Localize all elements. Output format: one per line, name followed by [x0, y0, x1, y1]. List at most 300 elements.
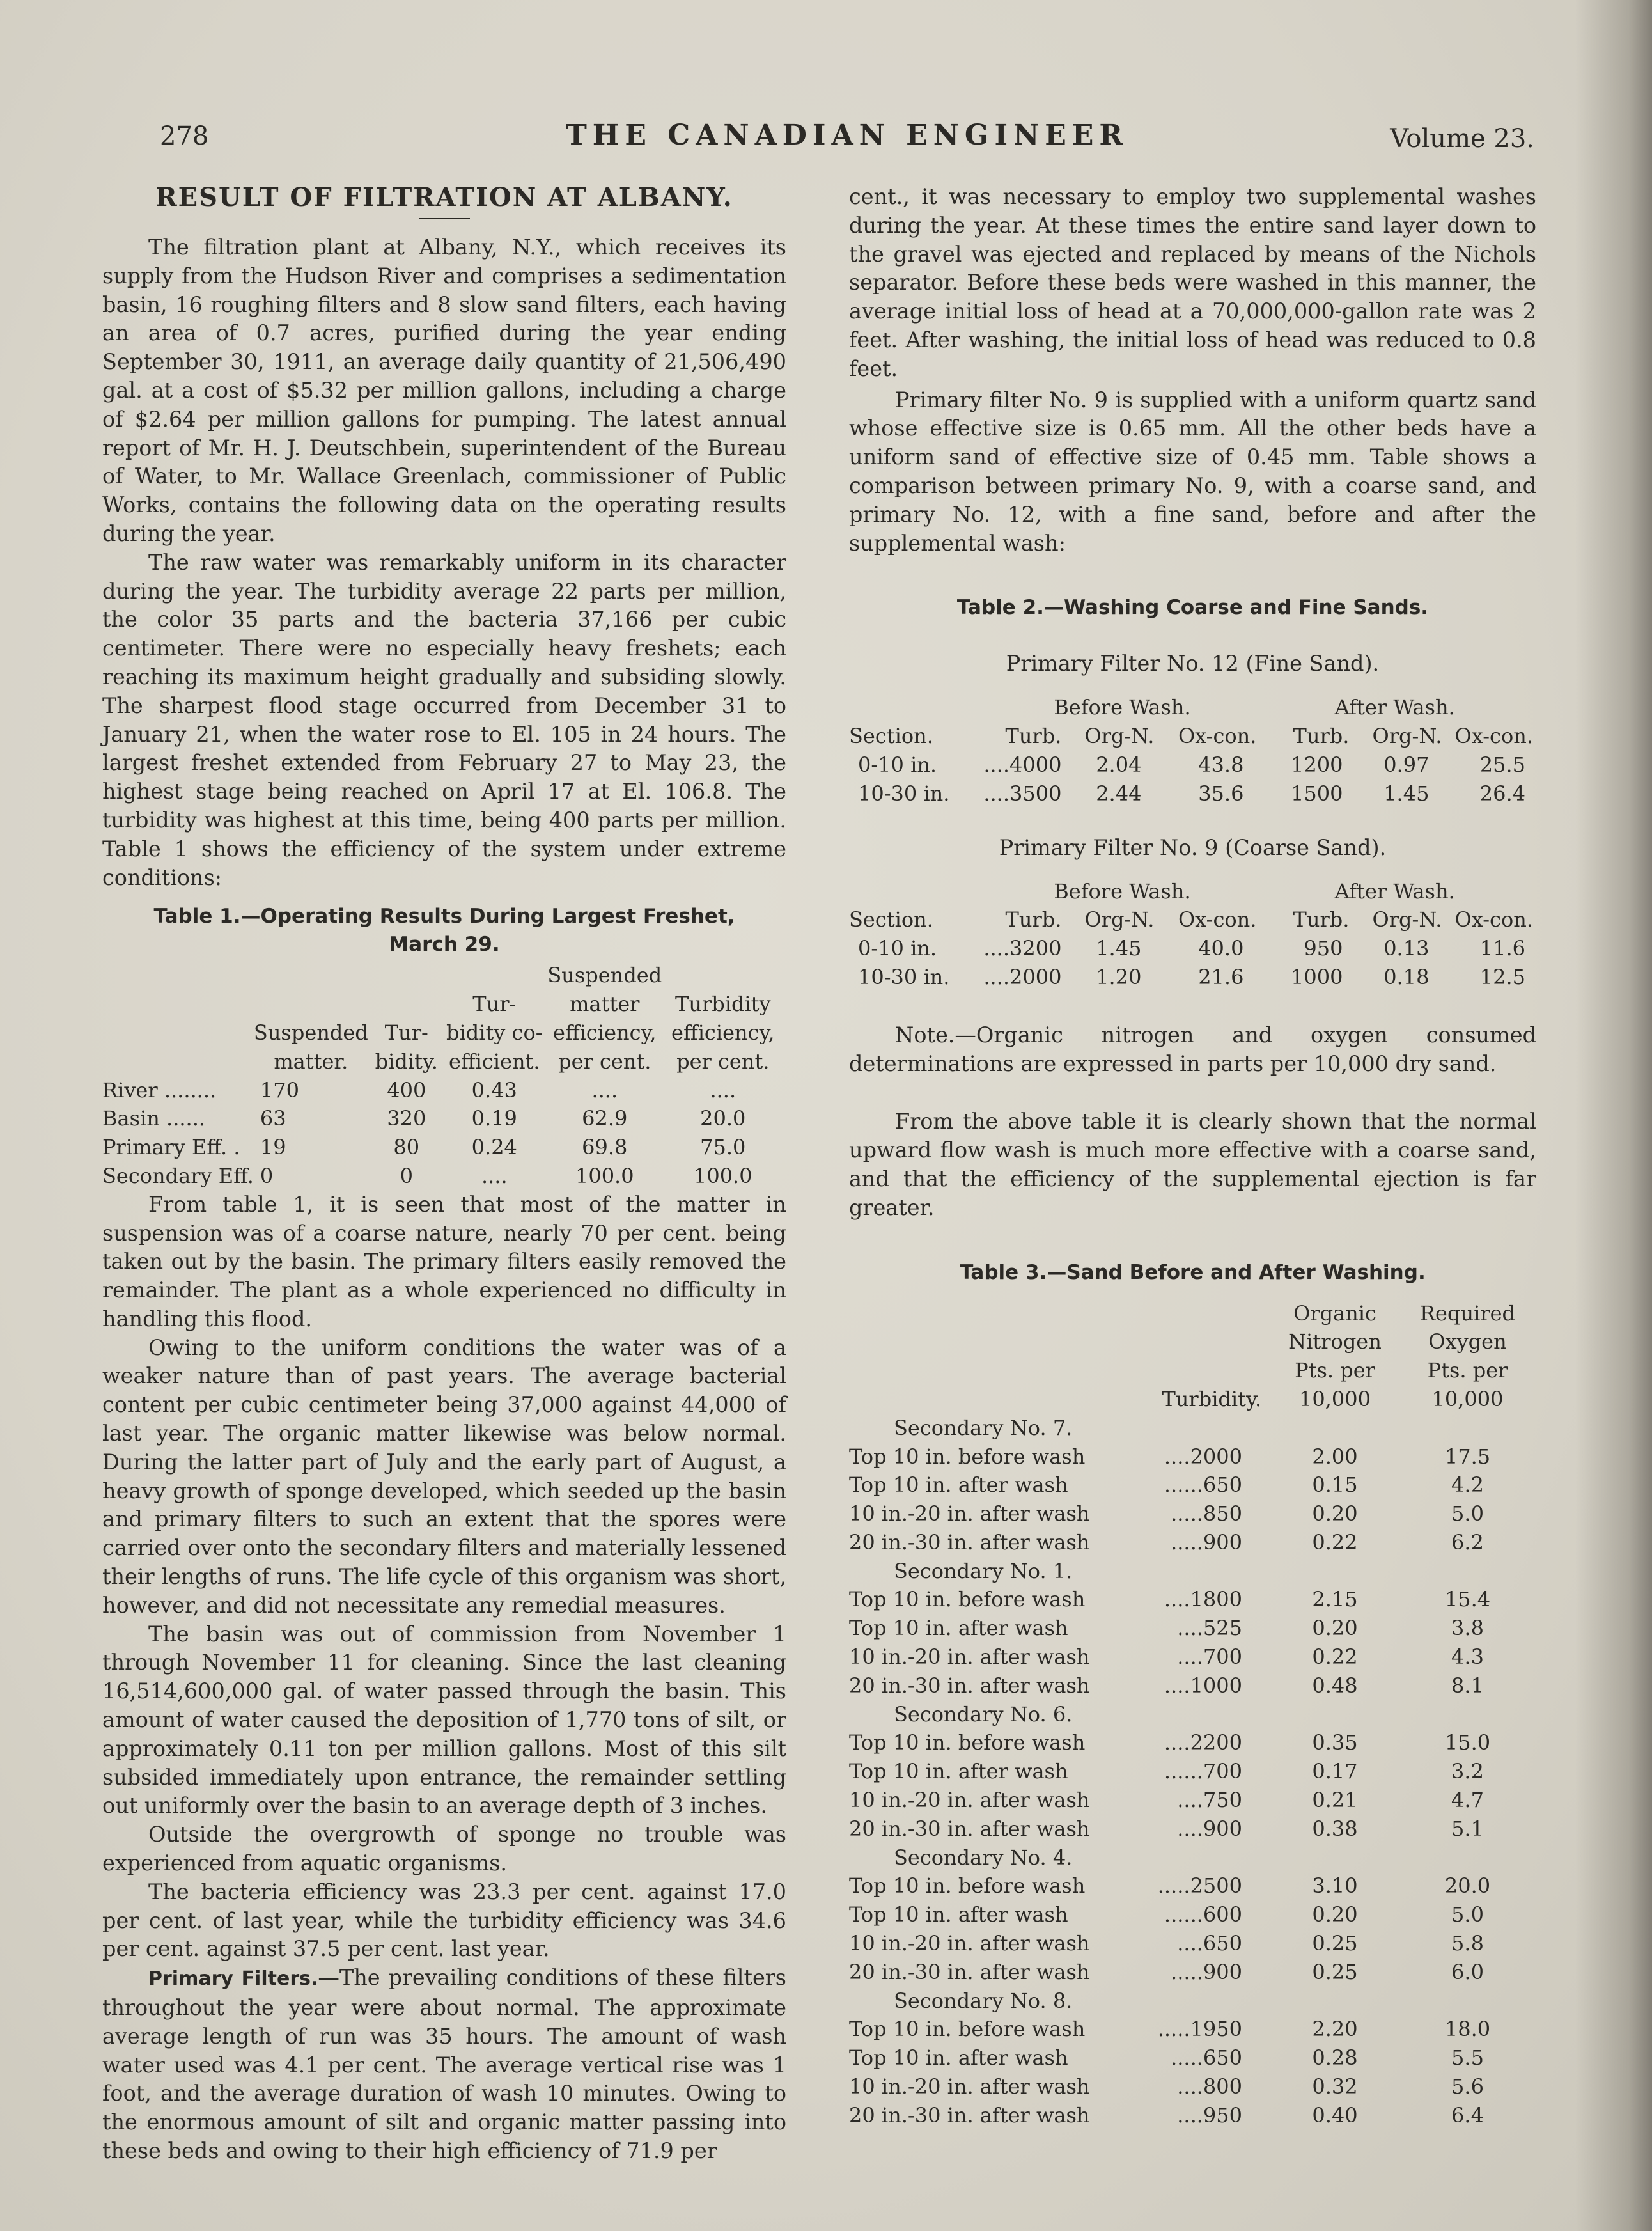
t3-row-label: Top 10 in. after wash [849, 1616, 1068, 1641]
t3-row-label: Top 10 in. before wash [849, 1587, 1086, 1612]
table-row [849, 1585, 1533, 1614]
t3-cell-oxy: 5.6 [1451, 2074, 1484, 2099]
t3-cell-turb [1124, 1728, 1268, 1757]
t3-cell-oxy: 3.8 [1451, 1616, 1484, 1641]
t3-leader-dots: .... [1164, 1587, 1190, 1612]
table3-grid [849, 1299, 1533, 2130]
t3-cell-oxy: 17.5 [1444, 1444, 1491, 1469]
paragraph: The basin was out of commission from November 1 through November 11 for cleaning. Since the last cleaning 16,514,600,000 gal. of water passed through the basin. This amount of water caused the deposition of 1,770 tons of silt, or approximately 0.11 ton per million gallons. Most of this silt subsided immediately upon entrance, the remainder settling out uniformly over the basin to an average depth of 3 inches. [102, 1621, 786, 1819]
t2-before-turb-value: 3500 [1009, 781, 1062, 806]
t3-turb-value: 900 [1203, 1816, 1242, 1841]
t3-row-label: 10 in.-20 in. after wash [849, 1931, 1090, 1956]
t2-leader-dots: .... [983, 964, 1009, 989]
table-row [849, 2101, 1533, 2130]
t3-row-label: 20 in.-30 in. after wash [849, 2102, 1090, 2127]
paragraph: The bacteria efficiency was 23.3 per cent. against 17.0 per cent. of last year, while the turbidity efficiency was 34.6 per cent. against 37.5 per cent. last year. [102, 1879, 786, 1962]
t3-cell-oxy: 18.0 [1444, 2017, 1491, 2042]
t1-cell-turb: 320 [387, 1106, 426, 1131]
paragraph: Outside the overgrowth of sponge no trouble was experienced from aquatic organisms. [102, 1822, 786, 1876]
t1-cell-turb: 0 [400, 1163, 413, 1188]
t3-cell-orgn: 2.00 [1312, 1444, 1358, 1469]
t3-cell-turb [1124, 1643, 1268, 1671]
t1-hdr: Turbidity [674, 992, 771, 1017]
t1-hdr: efficiency, [553, 1020, 657, 1045]
t3-cell-oxy: 6.2 [1451, 1530, 1484, 1554]
t3-cell-turb [1124, 1757, 1268, 1786]
t3-cell-turb [1124, 1614, 1268, 1643]
t1-hdr: bidity co- [446, 1020, 543, 1045]
table-row [849, 1958, 1533, 1987]
table3-group-row [849, 1844, 1533, 1872]
t3-row-label: Top 10 in. after wash [849, 2046, 1068, 2071]
t3-cell-turb [1124, 1900, 1268, 1929]
t3-leader-dots: .... [1177, 1816, 1203, 1841]
t1-cell-turb-eff: 75.0 [700, 1135, 746, 1160]
t3-cell-orgn: 0.32 [1312, 2074, 1358, 2099]
t3-leader-dots: ..... [1171, 2046, 1203, 2071]
t3-leader-dots: ..... [1171, 1501, 1203, 1526]
page-number: 278 [160, 121, 209, 151]
t2-before-turb-value: 4000 [1009, 752, 1062, 777]
table1-title-date: March 29. [389, 933, 500, 957]
t2-cell-before-ox: 35.6 [1198, 781, 1244, 806]
t1-cell-coeff: 0.24 [471, 1135, 517, 1160]
t3-cell-turb [1124, 1671, 1268, 1700]
t1-row-label: Secondary Eff. [102, 1163, 254, 1188]
t2-hdr-after: After Wash. [1334, 879, 1455, 904]
table3-group-row [849, 1700, 1533, 1729]
t2-hdr-turb: Turb. [1005, 724, 1062, 749]
t3-cell-orgn: 0.20 [1312, 1501, 1358, 1526]
t3-row-label: 20 in.-30 in. after wash [849, 1530, 1090, 1554]
journal-title: THE CANADIAN ENGINEER [566, 119, 1128, 152]
t3-cell-turb [1124, 1958, 1268, 1987]
table-row [102, 1133, 786, 1162]
table-row [849, 751, 1533, 779]
t3-turb-value: 1950 [1190, 2017, 1242, 2042]
t2-cell-before-ox: 43.8 [1198, 752, 1244, 777]
page-edge-shadow [1575, 0, 1652, 2231]
t3-cell-orgn: 0.35 [1312, 1730, 1358, 1755]
t3-cell-orgn: 2.20 [1312, 2017, 1358, 2042]
t3-cell-turb [1124, 1471, 1268, 1499]
t3-leader-dots: .... [1164, 1444, 1190, 1469]
t3-row-label: Top 10 in. after wash [849, 1473, 1068, 1498]
t1-cell-coeff: .... [481, 1163, 508, 1188]
title-rule [419, 218, 470, 219]
t3-row-label: 10 in.-20 in. after wash [849, 1645, 1090, 1670]
t3-cell-oxy: 5.8 [1451, 1931, 1484, 1956]
table-row [849, 1528, 1533, 1557]
t3-hdr: Pts. per [1295, 1358, 1375, 1383]
t2-hdr-orgn: Org-N. [1372, 907, 1442, 932]
t1-cell-susp: 170 [260, 1077, 299, 1102]
t3-hdr: Pts. per [1427, 1358, 1508, 1383]
table-row [849, 1872, 1533, 1900]
t2-cell-after-ox: 11.6 [1479, 936, 1525, 961]
t3-cell-orgn: 0.20 [1312, 1616, 1358, 1641]
t2-cell-after-orgn: 0.97 [1383, 752, 1430, 777]
table-row [849, 1929, 1533, 1958]
t3-cell-turb [1124, 1585, 1268, 1614]
t3-turb-value: 650 [1203, 1473, 1242, 1498]
table-row [849, 1728, 1533, 1757]
paragraph: Primary filter No. 9 is supplied with a uniform quartz sand whose effective size is 0.65 mm. All the other beds have a uniform sand of effective size of 0.45 mm. Table shows a comparison between primary No. 9, with a coarse sand, and primary No. 12, with a fine sand, before and after the supplemental wash: [849, 387, 1536, 556]
left-column [102, 173, 786, 2166]
t3-cell-oxy: 8.1 [1451, 1673, 1484, 1698]
t1-cell-susp: 19 [260, 1135, 286, 1160]
t3-cell-oxy: 5.0 [1451, 1902, 1484, 1927]
t3-turb-value: 650 [1203, 2046, 1242, 2071]
paragraph: From table 1, it is seen that most of the matter in suspension was of a coarse nature, nearly 70 per cent. being taken out by the basin. The primary filters easily removed the remainder. The plant as a whole experienced no difficulty in handling this flood. [102, 1191, 786, 1331]
t1-hdr: Tur- [472, 992, 517, 1017]
t3-cell-oxy: 6.4 [1451, 2102, 1484, 2127]
t2-row-section: 0-10 in. [858, 752, 937, 777]
t2-hdr-before: Before Wash. [1054, 695, 1191, 720]
t2-hdr-orgn: Org-N. [1084, 724, 1155, 749]
t2-leader-dots: .... [983, 936, 1009, 961]
t3-hdr: Organic [1293, 1301, 1376, 1326]
t1-spacer [781, 1104, 786, 1133]
t3-cell-orgn: 0.20 [1312, 1902, 1358, 1927]
table-row [849, 1499, 1533, 1528]
t2-hdr-turb: Turb. [1293, 724, 1350, 749]
table2-subtitle: Primary Filter No. 12 (Fine Sand). [1006, 651, 1380, 677]
t3-turb-value: 650 [1203, 1931, 1242, 1956]
t1-cell-susp: 63 [260, 1106, 286, 1131]
t3-leader-dots: .... [1164, 1730, 1190, 1755]
t3-row-label: Top 10 in. before wash [849, 1730, 1086, 1755]
t3-cell-turb [1124, 2015, 1268, 2044]
t3-turb-value: 525 [1203, 1616, 1242, 1641]
t2-cell-before-turb [949, 751, 1061, 779]
right-column [849, 173, 1536, 2130]
t3-turb-value: 2000 [1190, 1444, 1242, 1469]
t2-hdr-oxcon: Ox-con. [1178, 907, 1257, 932]
t2-hdr-oxcon: Ox-con. [1454, 724, 1533, 749]
table-row [849, 1443, 1533, 1471]
t3-hdr: 10,000 [1299, 1386, 1371, 1411]
t3-turb-value: 750 [1203, 1788, 1242, 1813]
t3-group-name: Secondary No. 4. [894, 1845, 1073, 1870]
t2-cell-before-turb [949, 934, 1061, 963]
t3-leader-dots: .... [1177, 1645, 1203, 1670]
t1-cell-turb: 400 [387, 1077, 426, 1102]
t3-leader-dots: ...... [1164, 1473, 1203, 1498]
t1-hdr: Suspended [547, 963, 662, 988]
t3-leader-dots: .... [1177, 2074, 1203, 2099]
t1-cell-susp-eff: 69.8 [582, 1135, 628, 1160]
t2-hdr-orgn: Org-N. [1084, 907, 1155, 932]
t3-row-label: 10 in.-20 in. after wash [849, 1788, 1090, 1813]
table3-title: Table 3.—Sand Before and After Washing. [960, 1260, 1426, 1284]
t3-turb-value: 2200 [1190, 1730, 1242, 1755]
table-row [102, 1104, 786, 1133]
t3-leader-dots: .... [1177, 1931, 1203, 1956]
table1-title: Table 1.—Operating Results During Largest Freshet, [153, 905, 735, 928]
t3-cell-orgn: 0.25 [1312, 1959, 1358, 1984]
t3-cell-oxy: 5.1 [1451, 1816, 1484, 1841]
t3-cell-orgn: 0.28 [1312, 2046, 1358, 2071]
table-row [849, 2044, 1533, 2072]
t3-row-label: 10 in.-20 in. after wash [849, 2074, 1090, 2099]
t1-row-label: River ........ [102, 1077, 217, 1102]
t1-spacer [781, 1076, 786, 1105]
table-row [849, 779, 1533, 808]
t2-cell-after-orgn: 1.45 [1383, 781, 1430, 806]
t2-hdr-section: Section. [849, 907, 933, 932]
t3-leader-dots: ..... [1157, 1874, 1190, 1898]
t3-cell-oxy: 3.2 [1451, 1759, 1484, 1784]
paragraph: cent., it was necessary to employ two supplemental washes during the year. At these times the entire sand layer down to the gravel was ejected and replaced by means of the Nichols separator. Before these beds were washed in this manner, the average initial loss of head at a 70,000,000-gallon rate was 2 feet. After washing, the initial loss of head was reduced to 0.8 feet. [849, 184, 1536, 381]
t3-cell-orgn: 0.48 [1312, 1673, 1358, 1698]
t3-turb-value: 900 [1203, 1959, 1242, 1984]
t3-cell-oxy: 15.4 [1444, 1587, 1491, 1612]
table3 [849, 1258, 1536, 2130]
t2-before-turb-value: 2000 [1009, 964, 1062, 989]
t3-cell-oxy: 20.0 [1444, 1874, 1491, 1898]
table2-title: Table 2.—Washing Coarse and Fine Sands. [956, 596, 1429, 620]
t1-cell-coeff: 0.19 [471, 1106, 517, 1131]
t1-hdr: per cent. [558, 1049, 651, 1074]
table-row [102, 1162, 786, 1191]
t3-group-name: Secondary No. 6. [894, 1702, 1073, 1726]
t3-cell-turb [1124, 2044, 1268, 2072]
t3-turb-value: 950 [1203, 2102, 1242, 2127]
t1-hdr: Suspended [253, 1020, 368, 1045]
t2-cell-after-turb: 1200 [1291, 752, 1343, 777]
t3-cell-oxy: 6.0 [1451, 1959, 1484, 1984]
t3-hdr: Required [1419, 1301, 1516, 1326]
t3-turb-value: 900 [1203, 1530, 1242, 1554]
t3-row-label: 20 in.-30 in. after wash [849, 1816, 1090, 1841]
table2-note: Note.—Organic nitrogen and oxygen consumed determinations are expressed in parts per 10,000 dry sand. [849, 1022, 1536, 1076]
table2-grid [849, 693, 1533, 808]
table2-subtitle: Primary Filter No. 9 (Coarse Sand). [999, 834, 1387, 860]
t2-cell-after-ox: 12.5 [1479, 964, 1525, 989]
t2-hdr-orgn: Org-N. [1372, 724, 1442, 749]
t1-cell-susp-eff: 100.0 [575, 1163, 634, 1188]
t2-hdr-section: Section. [849, 724, 933, 749]
table-row [849, 1757, 1533, 1786]
table3-group-row [849, 1414, 1533, 1443]
article-title: RESULT OF FILTRATION AT ALBANY. [155, 182, 733, 212]
t3-leader-dots: .... [1177, 1788, 1203, 1813]
table-row [849, 1614, 1533, 1643]
t3-cell-turb [1124, 2072, 1268, 2101]
t2-before-turb-value: 3200 [1009, 936, 1062, 961]
t2-row-section: 10-30 in. [858, 781, 950, 806]
t1-hdr: Tur- [384, 1020, 428, 1045]
table-row [849, 1900, 1533, 1929]
table3-group-row [849, 1987, 1533, 2016]
t3-turb-value: 2500 [1190, 1874, 1242, 1898]
t3-cell-orgn: 0.21 [1312, 1788, 1358, 1813]
t2-cell-after-turb: 1000 [1291, 964, 1343, 989]
t2-cell-after-ox: 26.4 [1479, 781, 1525, 806]
t3-cell-orgn: 0.40 [1312, 2102, 1358, 2127]
t2-cell-before-orgn: 1.45 [1096, 936, 1142, 961]
t3-row-label: Top 10 in. after wash [849, 1759, 1068, 1784]
t3-row-label: 20 in.-30 in. after wash [849, 1673, 1090, 1698]
t3-cell-orgn: 3.10 [1312, 1874, 1358, 1898]
t3-cell-turb [1124, 1872, 1268, 1900]
t3-cell-turb [1124, 1815, 1268, 1844]
t2-cell-after-ox: 25.5 [1479, 752, 1525, 777]
table2-grid [849, 877, 1533, 992]
t1-row-label: Basin ...... [102, 1106, 206, 1131]
table-row [849, 963, 1533, 992]
t3-cell-orgn: 2.15 [1312, 1587, 1358, 1612]
t1-cell-turb-eff: 100.0 [693, 1163, 752, 1188]
t3-cell-orgn: 0.25 [1312, 1931, 1358, 1956]
paragraph: From the above table it is clearly shown that the normal upward flow wash is much more effective with a coarse sand, and that the efficiency of the supplemental ejection is far greater. [849, 1109, 1536, 1220]
table2 [849, 593, 1536, 991]
paragraph-primary-filters [102, 1964, 786, 2166]
t3-turb-value: 700 [1203, 1645, 1242, 1670]
t1-hdr: efficient. [448, 1049, 540, 1074]
t2-cell-after-orgn: 0.18 [1383, 964, 1430, 989]
table-row [849, 1643, 1533, 1671]
t1-hdr: matter [570, 992, 640, 1017]
t2-hdr-oxcon: Ox-con. [1454, 907, 1533, 932]
t3-turb-value: 700 [1203, 1759, 1242, 1784]
t3-cell-turb [1124, 2101, 1268, 2130]
t3-leader-dots: ..... [1171, 1959, 1203, 1984]
t3-cell-oxy: 5.0 [1451, 1501, 1484, 1526]
t3-cell-turb [1124, 1528, 1268, 1557]
table-row [849, 1815, 1533, 1844]
t2-cell-before-ox: 40.0 [1198, 936, 1244, 961]
t1-cell-turb-eff: .... [710, 1077, 736, 1102]
t3-turb-value: 850 [1203, 1501, 1242, 1526]
t1-hdr: efficiency, [671, 1020, 775, 1045]
t3-turb-value: 800 [1203, 2074, 1242, 2099]
t3-cell-turb [1124, 1443, 1268, 1471]
t3-row-label: Top 10 in. before wash [849, 1444, 1086, 1469]
t3-cell-turb [1124, 1499, 1268, 1528]
t1-cell-coeff: 0.43 [471, 1077, 517, 1102]
table1-grid [102, 961, 786, 1190]
t3-cell-orgn: 0.15 [1312, 1473, 1358, 1498]
t3-group-name: Secondary No. 1. [894, 1558, 1073, 1583]
t1-cell-turb: 80 [393, 1135, 420, 1160]
t3-turb-value: 600 [1203, 1902, 1242, 1927]
t3-leader-dots: .... [1177, 2102, 1203, 2127]
t3-cell-orgn: 0.17 [1312, 1759, 1358, 1784]
t3-cell-oxy: 4.2 [1451, 1473, 1484, 1498]
t3-cell-orgn: 0.22 [1312, 1530, 1358, 1554]
t1-spacer [781, 1133, 786, 1162]
t1-row-label: Primary Eff. . [102, 1135, 240, 1160]
table-row [849, 1471, 1533, 1499]
table1 [102, 902, 786, 1190]
t3-hdr: Oxygen [1428, 1329, 1507, 1354]
t2-hdr-after: After Wash. [1334, 695, 1455, 720]
t2-cell-before-turb [949, 963, 1061, 992]
t2-row-section: 0-10 in. [858, 936, 937, 961]
t3-hdr: Nitrogen [1288, 1329, 1382, 1354]
t3-row-label: Top 10 in. after wash [849, 1902, 1068, 1927]
t3-turb-value: 1800 [1190, 1587, 1242, 1612]
t3-hdr: Turbidity. [1162, 1386, 1261, 1411]
t2-spacer [849, 877, 949, 906]
t1-cell-susp: 0 [260, 1163, 274, 1188]
t1-hdr: bidity. [375, 1049, 438, 1074]
t1-cell-turb-eff: 20.0 [700, 1106, 746, 1131]
primary-filters-heading: Primary Filters. [148, 1968, 318, 1991]
t2-hdr-turb: Turb. [1293, 907, 1350, 932]
t3-cell-turb [1124, 1929, 1268, 1958]
table-row [849, 1671, 1533, 1700]
paragraph: The filtration plant at Albany, N.Y., which receives its supply from the Hudson River and comprises a sedimentation basin, 16 roughing filters and 8 slow sand filters, each having an area of 0.7 acres, purified during the year ending September 30, 1911, an average daily quantity of 21,506,490 gal. at a cost of $5.32 per million gallons, including a charge of $2.64 per million gallons for pumping. The latest annual report of Mr. H. J. Deutschbein, superintendent of the Bureau of Water, to Mr. Wallace Greenlach, commissioner of Public Works, contains the following data on the operating results during the year. [102, 235, 786, 546]
t1-hdr: per cent. [676, 1049, 770, 1074]
t3-leader-dots: .... [1177, 1616, 1203, 1641]
t3-row-label: Top 10 in. before wash [849, 1874, 1086, 1898]
t2-leader-dots: .... [983, 752, 1009, 777]
t3-cell-oxy: 4.3 [1451, 1645, 1484, 1670]
t2-hdr-turb: Turb. [1005, 907, 1062, 932]
t3-cell-oxy: 5.5 [1451, 2046, 1484, 2071]
t2-leader-dots: .... [983, 781, 1009, 806]
t2-spacer [849, 693, 949, 722]
t2-cell-before-orgn: 2.44 [1096, 781, 1142, 806]
t2-row-section: 10-30 in. [858, 964, 950, 989]
t3-leader-dots: .... [1164, 1673, 1190, 1698]
t2-cell-before-turb [949, 779, 1061, 808]
table-row [849, 934, 1533, 963]
t3-leader-dots: ..... [1171, 1530, 1203, 1554]
t3-turb-value: 1000 [1190, 1673, 1242, 1698]
t2-cell-before-orgn: 2.04 [1096, 752, 1142, 777]
table-row [102, 1076, 786, 1105]
t3-leader-dots: ...... [1164, 1759, 1203, 1784]
t3-row-label: Top 10 in. before wash [849, 2017, 1086, 2042]
t2-cell-before-ox: 21.6 [1198, 964, 1244, 989]
t1-cell-susp-eff: .... [591, 1077, 618, 1102]
table-row [849, 1786, 1533, 1815]
t3-row-label: 10 in.-20 in. after wash [849, 1501, 1090, 1526]
table-row [849, 2072, 1533, 2101]
t2-hdr-oxcon: Ox-con. [1178, 724, 1257, 749]
paragraph: Owing to the uniform conditions the water was of a weaker nature than of past years. The average bacterial content per cubic centimeter being 37,000 against 44,000 of last year. The organic matter likewise was below normal. During the latter part of July and the early part of August, a heavy growth of sponge developed, which seeded up the basin and primary filters to such an extent that the spores were carried over onto the secondary filters and materially lessened their lengths of runs. The life cycle of this organism was short, however, and did not necessitate any remedial measures. [102, 1335, 786, 1618]
t1-spacer [781, 1162, 786, 1191]
table3-group-row [849, 1557, 1533, 1586]
table-row [849, 2015, 1533, 2044]
t3-cell-orgn: 0.22 [1312, 1645, 1358, 1670]
t2-cell-after-orgn: 0.13 [1383, 936, 1430, 961]
t2-hdr-before: Before Wash. [1054, 879, 1191, 904]
primary-filters-text: —The prevailing conditions of these filters throughout the year were about normal. The approximate average length of run was 35 hours. The amount of wash water used was 4.1 per cent. The average vertical rise was 1 foot, and the average duration of wash 10 minutes. Owing to the enormous amount of silt and organic matter passing into these beds and owing to their high efficiency of 71.9 per [102, 1965, 786, 2163]
t1-hdr: matter. [274, 1049, 348, 1074]
t3-row-label: 20 in.-30 in. after wash [849, 1959, 1090, 1984]
t3-cell-oxy: 4.7 [1451, 1788, 1484, 1813]
t3-group-name: Secondary No. 8. [894, 1988, 1073, 2013]
running-header [160, 121, 1534, 160]
t3-cell-turb [1124, 1786, 1268, 1815]
t2-cell-after-turb: 950 [1304, 936, 1343, 961]
t3-leader-dots: ...... [1164, 1902, 1203, 1927]
t3-cell-oxy: 15.0 [1444, 1730, 1491, 1755]
t3-leader-dots: ..... [1157, 2017, 1190, 2042]
t1-cell-susp-eff: 62.9 [582, 1106, 628, 1131]
t3-hdr: 10,000 [1431, 1386, 1504, 1411]
t3-cell-orgn: 0.38 [1312, 1816, 1358, 1841]
t2-cell-before-orgn: 1.20 [1096, 964, 1142, 989]
paragraph: The raw water was remarkably uniform in its character during the year. The turbidity average 22 parts per million, the color 35 parts and the bacteria 37,166 per cubic centimeter. There were no especially heavy freshets; each reaching its maximum height gradually and subsiding slowly. The sharpest flood stage occurred from December 31 to January 21, when the water rose to El. 105 in 24 hours. The largest freshet extended from February 27 to May 23, the highest stage being reached on April 17 at El. 106.8. The turbidity was highest at this time, being 400 parts per million. Table 1 shows the efficiency of the system under extreme conditions: [102, 549, 786, 890]
t3-group-name: Secondary No. 7. [894, 1415, 1073, 1440]
volume-label: Volume 23. [1390, 124, 1534, 153]
